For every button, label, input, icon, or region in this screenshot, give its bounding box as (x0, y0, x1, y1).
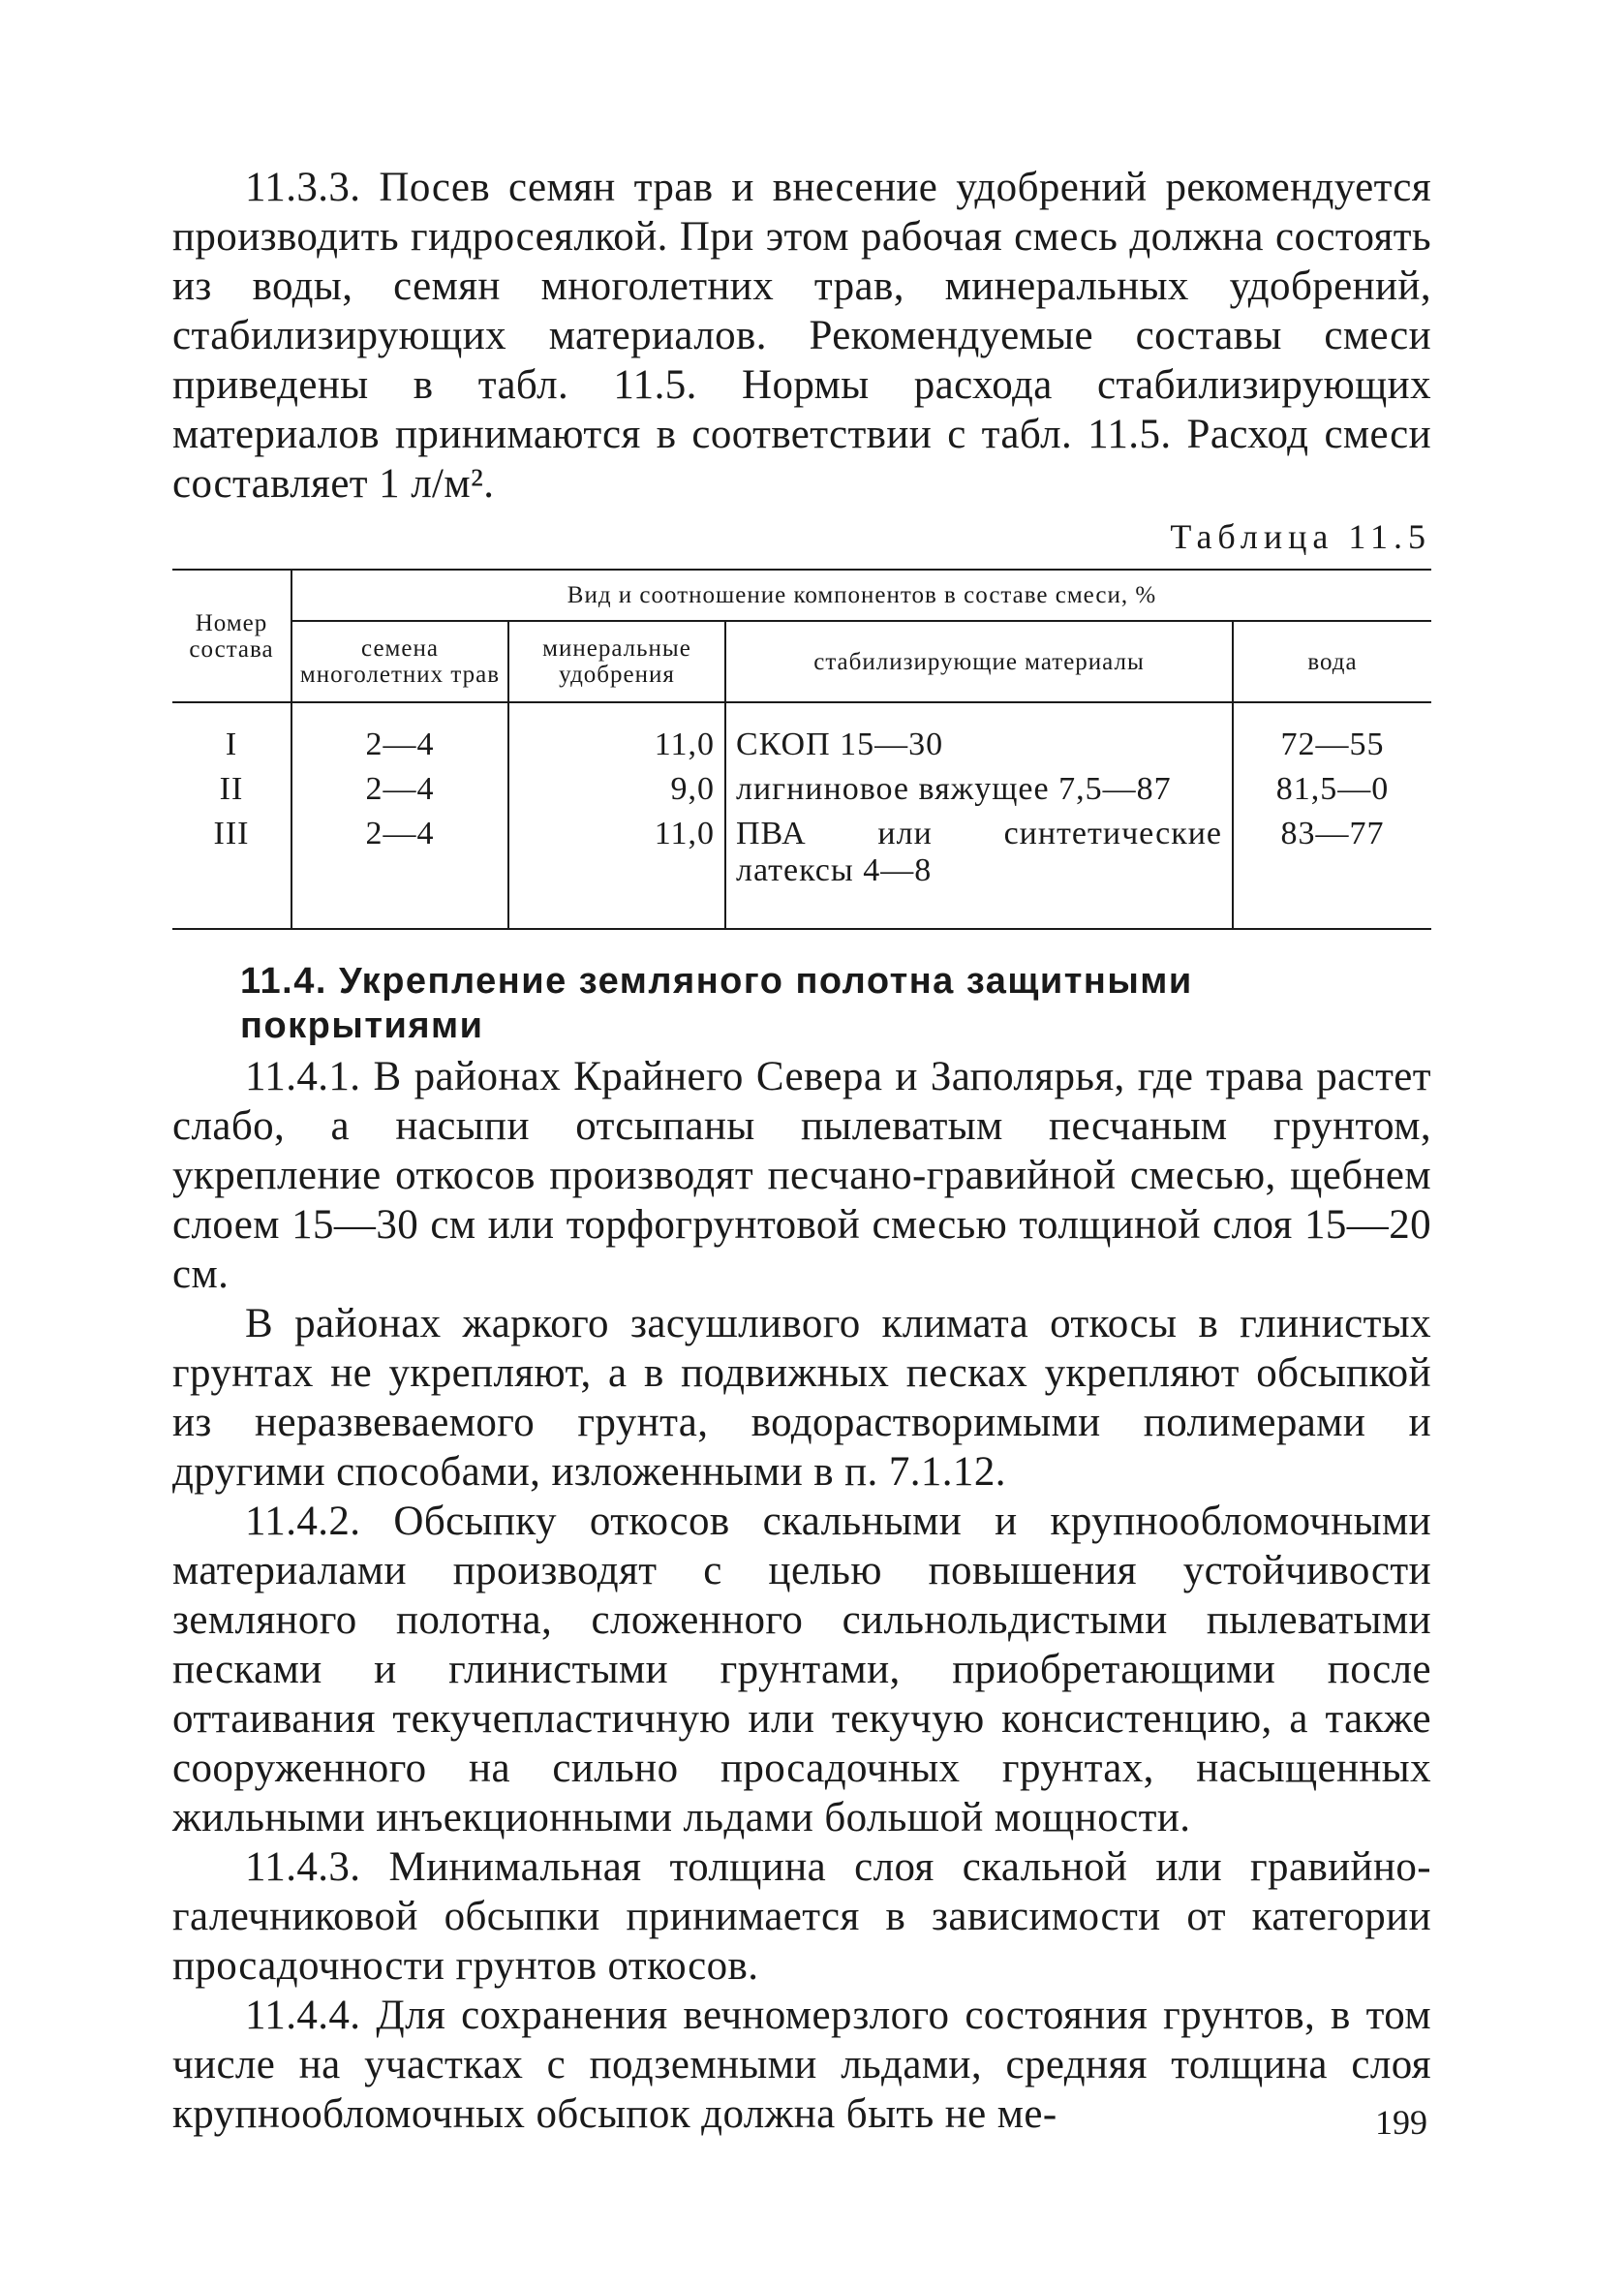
table-row (172, 812, 1431, 929)
cell-stabilizers: ПВА или синтетические латексы 4—8 (725, 812, 1233, 929)
cell-fertilizers: 11,0 (508, 812, 725, 929)
cell-stabilizers: лигниновое вяжущее 7,5—87 (725, 767, 1233, 812)
cell-water: 72—55 (1233, 702, 1431, 767)
cell-seeds: 2—4 (291, 767, 508, 812)
cell-number: II (219, 771, 244, 807)
cell-number: III (213, 816, 250, 851)
header-stabilizers: стабилизирующие материалы (725, 621, 1233, 702)
cell-number: I (225, 727, 238, 762)
header-group: Вид и соотношение компонентов в составе смеси, % (291, 570, 1431, 621)
cell-fertilizers: 11,0 (508, 702, 725, 767)
cell-fertilizers: 9,0 (508, 767, 725, 812)
header-seeds: семена многолетних трав (291, 621, 508, 702)
table-row (172, 767, 1431, 812)
mix-composition-table (172, 569, 1431, 930)
section-title-11-4: 11.4. Укрепление земляного полотна защитными покрытиями (240, 961, 1193, 1046)
header-number: Номер состава (172, 570, 291, 702)
header-fertilizers: минеральные удобрения (508, 621, 725, 702)
paragraph-11-3-3: 11.3.3. Посев семян трав и внесение удобрений рекомендуется производить гидросеялкой. При этом рабочая смесь должна состоять из воды, семян многолетних трав, минеральных удобрений, стабилизирующих материалов. Рекомендуемые составы смеси приведены в табл. 11.5. Нормы расхода стабилизирующих материалов принимаются в соответствии с табл. 11.5. Расход смеси составляет 1 л/м². (172, 165, 1431, 507)
cell-water: 81,5—0 (1233, 767, 1431, 812)
page-number: 199 (1375, 2103, 1427, 2142)
table-row (172, 702, 1431, 767)
cell-stabilizers: СКОП 15—30 (725, 702, 1233, 767)
cell-water: 83—77 (1233, 812, 1431, 929)
cell-seeds: 2—4 (291, 702, 508, 767)
paragraph-11-4-3: 11.4.3. Минимальная толщина слоя скальной или гравийно-галечниковой обсыпки принимается в зависимости от категории просадочности грунтов откосов. (172, 1844, 1431, 1989)
cell-seeds: 2—4 (291, 812, 508, 929)
paragraph-arid-climate: В районах жаркого засушливого климата откосы в глинистых грунтах не укрепляют, а в подвижных песках укрепляют обсыпкой из неразвеваемого грунта, водорастворимыми полимерами и другими способами, изложенными в п. 7.1.12. (172, 1301, 1431, 1495)
paragraph-11-4-4: 11.4.4. Для сохранения вечномерзлого состояния грунтов, в том числе на участках с подземными льдами, средняя толщина слоя крупнообломочных обсыпок должна быть не ме- (172, 1993, 1431, 2137)
document-page (172, 163, 1431, 2139)
paragraph-11-4-2: 11.4.2. Обсыпку откосов скальными и крупнообломочными материалами производят с целью повышения устойчивости земляного полотна, сложенного сильнольдистыми пылеватыми песками и глинистыми грунтами, приобретающими после оттаивания текучепластичную или текучую консистенцию, а также сооруженного на сильно просадочных грунтах, насыщенных жильными инъекционными льдами большой мощности. (172, 1499, 1431, 1840)
paragraph-11-4-1: 11.4.1. В районах Крайнего Севера и Заполярья, где трава растет слабо, а насыпи отсыпаны пылеватым песчаным грунтом, укрепление откосов производят песчано-гравийной смесью, щебнем слоем 15—30 см или торфогрунтовой смесью толщиной слоя 15—20 см. (172, 1054, 1431, 1297)
table-caption: Таблица 11.5 (1170, 517, 1431, 556)
header-water: вода (1233, 621, 1431, 702)
